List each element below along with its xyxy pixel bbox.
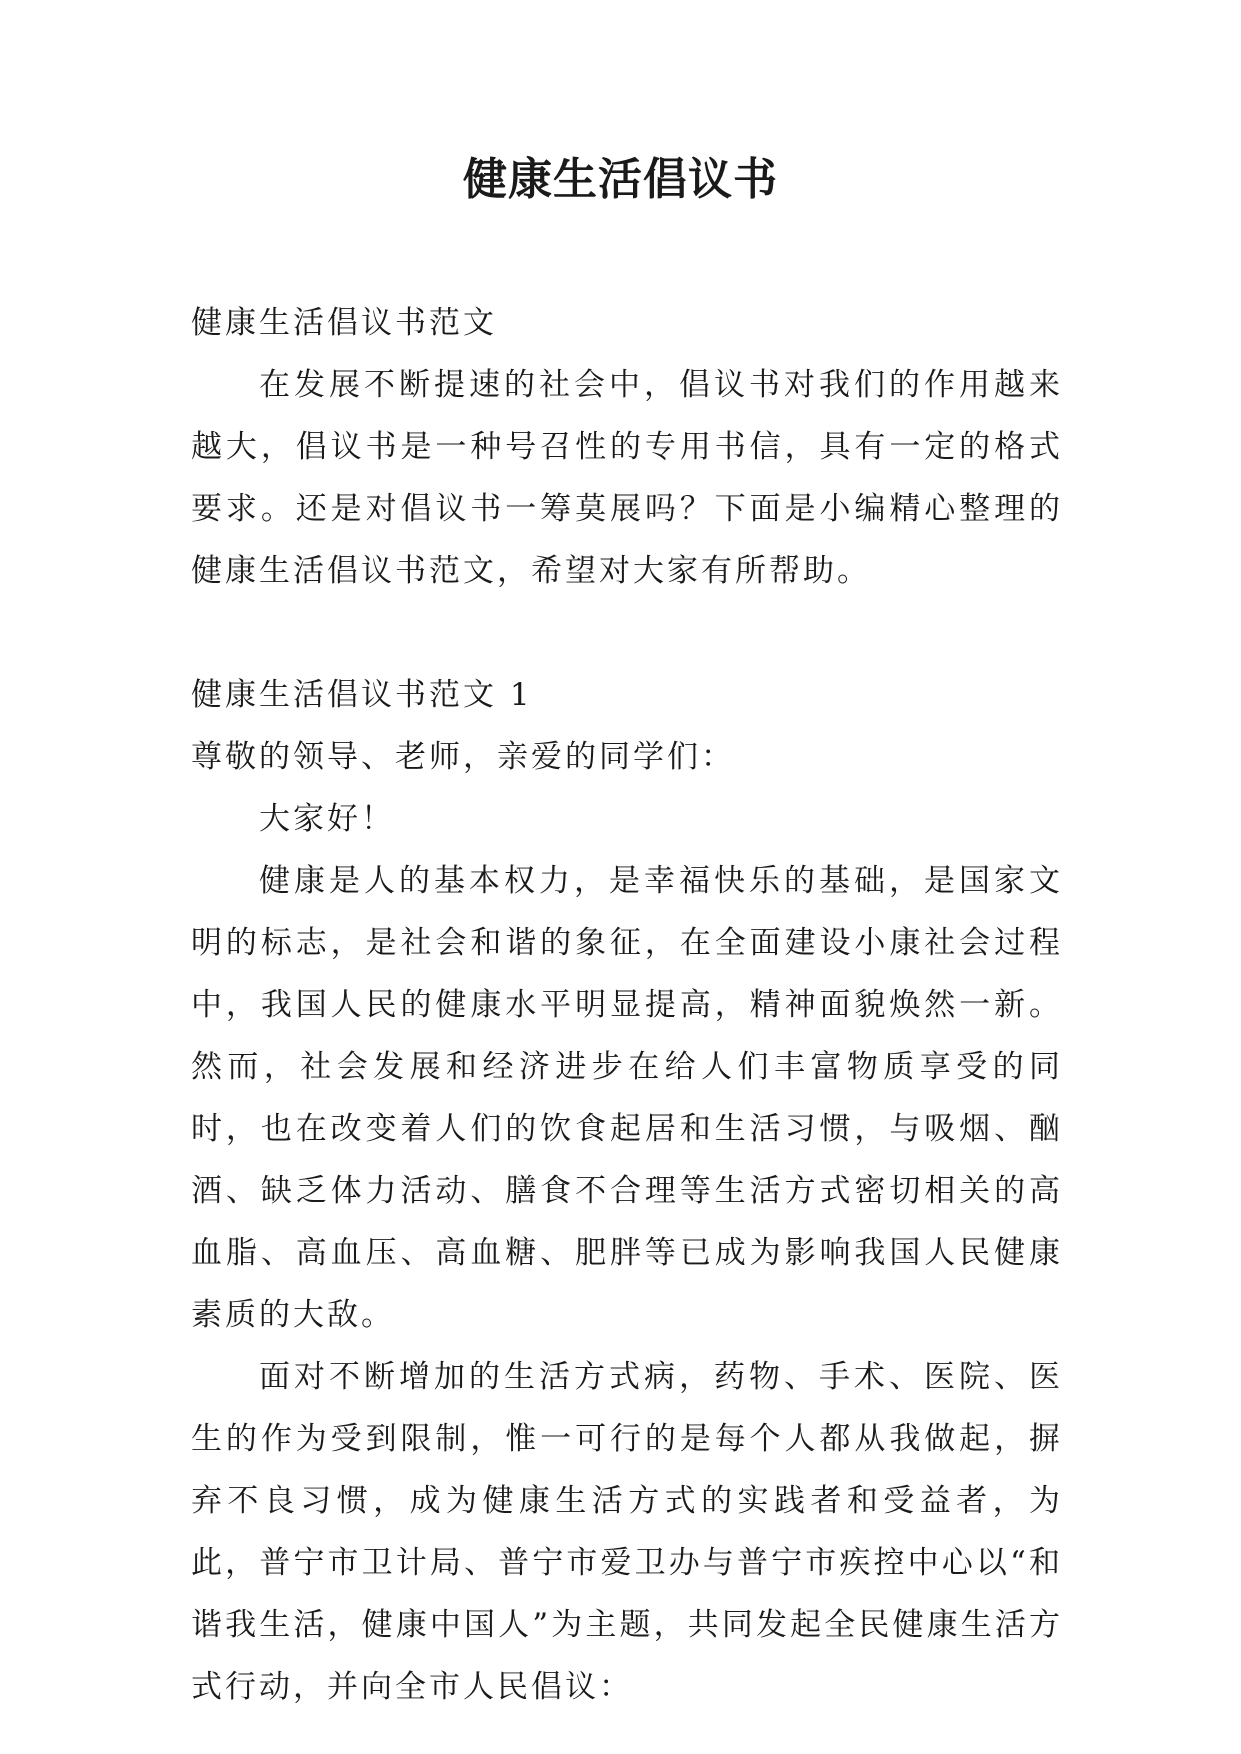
salutation-line: 尊敬的领导、老师，亲爱的同学们： (191, 739, 735, 775)
body-paragraph-1: 健康是人的基本权力，是幸福快乐的基础，是国家文明的标志，是社会和谐的象征，在全面建设小康社会过程中，我国人民的健康水平明显提高，精神面貌焕然一新。然而，社会发展和经济进步在给人们丰富物质享受的同时，也在改变着人们的饮食起居和生活习惯，与吸烟、酗酒、缺乏体力活动、膳食不合理等生活方式密切相关的高血脂、高血压、高血糖、肥胖等已成为影响我国人民健康素质的大敌。 (191, 863, 1063, 1333)
document-title: 健康生活倡议书 (463, 154, 778, 205)
document-subtitle: 健康生活倡议书范文 (191, 305, 497, 341)
greeting-line: 大家好！ (259, 801, 395, 837)
document-body (191, 292, 1063, 1718)
body-paragraph-2: 面对不断增加的生活方式病，药物、手术、医院、医生的作为受到限制，惟一可行的是每个人都从我做起，摒弃不良习惯，成为健康生活方式的实践者和受益者，为此，普宁市卫计局、普宁市爱卫办与普宁市疾控中心以“和谐我生活，健康中国人”为主题，共同发起全民健康生活方式行动，并向全市人民倡议： (191, 1359, 1063, 1705)
section-gap (191, 602, 1063, 664)
intro-paragraph: 在发展不断提速的社会中，倡议书对我们的作用越来越大，倡议书是一种号召性的专用书信，具有一定的格式要求。还是对倡议书一筹莫展吗？下面是小编精心整理的健康生活倡议书范文，希望对大家有所帮助。 (191, 367, 1063, 589)
section-heading: 健康生活倡议书范文 1 (191, 677, 533, 713)
